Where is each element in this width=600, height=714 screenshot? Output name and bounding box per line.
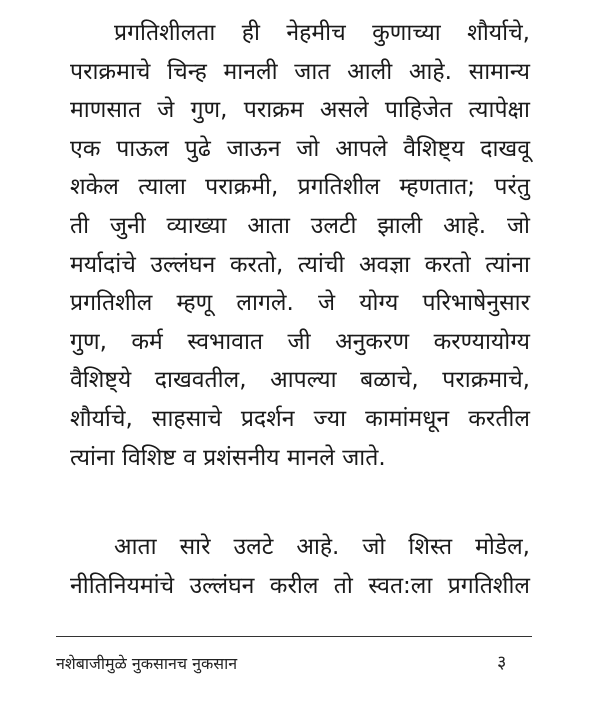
paragraph-line: नीतिनियमांचे उल्लंघन करील तो स्वत:ला प्रगतिशील [70, 572, 530, 599]
paragraph-line: प्रगतिशील म्हणू लागले. जे योग्य परिभाषेनुसार [70, 290, 530, 317]
paragraph-line: शकेल त्याला पराक्रमी, प्रगतिशील म्हणतात; परंतु [70, 174, 530, 201]
page-number: ३ [497, 652, 507, 673]
footer-divider [56, 636, 532, 637]
paragraph-line: ती जुनी व्याख्या आता उलटी झाली आहे. जो [70, 212, 530, 239]
paragraph-2 [70, 528, 530, 605]
paragraph-line: पराक्रमाचे चिन्ह मानली जात आली आहे. सामान्य [70, 58, 530, 85]
running-footer-title: नशेबाजीमुळे नुकसानच नुकसान [56, 654, 238, 673]
paragraph-line: आता सारे उलटे आहे. जो शिस्त मोडेल, [114, 534, 530, 560]
paragraph-line: माणसात जे गुण, पराक्रम असले पाहिजेत त्यापेक्षा [70, 97, 530, 124]
paragraph-line: शौर्याचे, साहसाचे प्रदर्शन ज्या कामांमधून करतील [70, 405, 530, 432]
paragraph-line: वैशिष्ट्ये दाखवतील, आपल्या बळाचे, पराक्रमाचे, [70, 367, 530, 394]
paragraph-line: एक पाऊल पुढे जाऊन जो आपले वैशिष्ट्य दाखवू [70, 135, 530, 162]
paragraph-line: त्यांना विशिष्ट व प्रशंसनीय मानले जाते. [70, 444, 386, 471]
paragraph-line: गुण, कर्म स्वभावात जी अनुकरण करण्यायोग्य [70, 328, 530, 355]
paragraph-line: मर्यादांचे उल्लंघन करतो, त्यांची अवज्ञा करतो त्यांना [70, 251, 530, 278]
paragraph-line: प्रगतिशीलता ही नेहमीच कुणाच्या शौर्याचे, [114, 20, 530, 46]
paragraph-1 [70, 14, 530, 477]
